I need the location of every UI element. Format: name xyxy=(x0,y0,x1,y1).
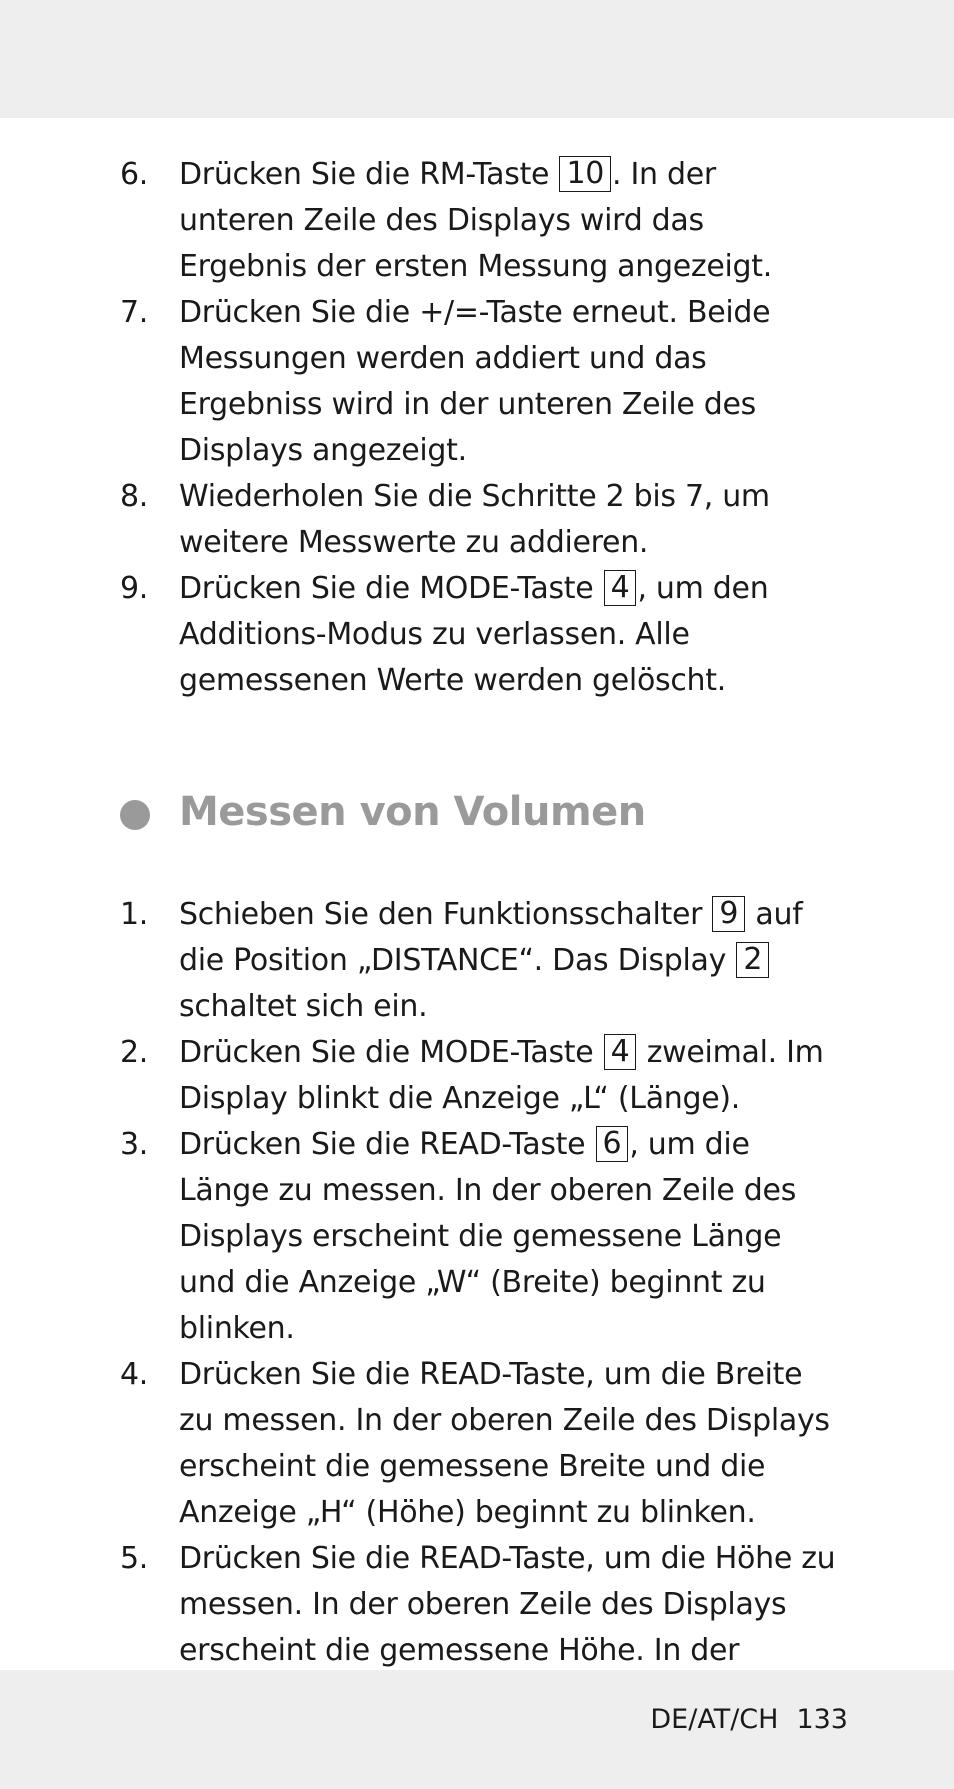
step-number: 8. xyxy=(120,479,149,514)
step-text: Wiederholen Sie die Schritte 2 bis 7, um weitere Messwerte zu addieren. xyxy=(179,479,770,560)
step-item xyxy=(120,892,840,1030)
steps-list-volume xyxy=(120,892,840,1720)
step-item xyxy=(120,566,840,704)
section-heading xyxy=(120,784,840,836)
key-reference: 4 xyxy=(604,1034,637,1070)
key-reference: 6 xyxy=(596,1126,629,1162)
step-text: . In der unteren Zeile des Displays wird das Ergebnis der ersten Messung angezeigt. xyxy=(179,157,772,284)
key-reference: 2 xyxy=(736,942,769,978)
step-text: Drücken Sie die READ-Taste, um die Höhe zu messen. In der oberen Zeile des Displays erscheint die gemessene Höhe. In der xyxy=(179,1541,836,1668)
step-number: 5. xyxy=(120,1541,149,1576)
step-text: auf die Position „DISTANCE“. Das Display xyxy=(179,897,803,978)
step-item xyxy=(120,1030,840,1122)
step-item xyxy=(120,152,840,290)
key-reference: 4 xyxy=(604,570,637,606)
step-number: 4. xyxy=(120,1357,149,1392)
page-content xyxy=(120,152,840,1720)
steps-list-addition xyxy=(120,152,840,704)
step-number: 2. xyxy=(120,1035,149,1070)
step-item xyxy=(120,290,840,474)
step-text: zweimal. Im Display blinkt die Anzeige „L“ (Länge). xyxy=(179,1035,824,1116)
step-text: , um die Länge zu messen. In der oberen Zeile des Displays erscheint die gemessene Länge und die Anzeige „W“ (Breite) beginnt zu blinken. xyxy=(179,1127,797,1346)
step-item xyxy=(120,474,840,566)
bullet-dot-icon xyxy=(120,800,150,830)
key-reference: 9 xyxy=(712,896,745,932)
step-text: Drücken Sie die RM-Taste xyxy=(179,157,559,192)
step-number: 3. xyxy=(120,1127,149,1162)
page-number: 133 xyxy=(796,1704,848,1735)
section-title: Messen von Volumen xyxy=(179,789,646,835)
footer-region: DE/AT/CH xyxy=(650,1704,779,1735)
top-margin-band xyxy=(0,0,954,118)
step-text: Drücken Sie die MODE-Taste xyxy=(179,571,603,606)
step-item xyxy=(120,1122,840,1352)
key-reference: 10 xyxy=(559,156,611,192)
step-text: Schieben Sie den Funktionsschalter xyxy=(179,897,712,932)
step-number: 6. xyxy=(120,157,149,192)
step-text: Drücken Sie die READ-Taste, um die Breite zu messen. In der oberen Zeile des Displays erscheint die gemessene Breite und die Anzeige „H“ (Höhe) beginnt zu blinken. xyxy=(179,1357,830,1530)
step-text: schaltet sich ein. xyxy=(179,989,428,1024)
step-text: Drücken Sie die +/=-Taste erneut. Beide Messungen werden addiert und das Ergebniss wird in der unteren Zeile des Displays angezeigt. xyxy=(179,295,771,468)
step-text: , um den Additions-Modus zu verlassen. Alle gemessenen Werte werden gelöscht. xyxy=(179,571,769,698)
step-number: 1. xyxy=(120,897,149,932)
step-text: Drücken Sie die MODE-Taste xyxy=(179,1035,603,1070)
page-footer xyxy=(650,1700,848,1740)
step-item xyxy=(120,1352,840,1536)
step-number: 7. xyxy=(120,295,149,330)
step-text: Drücken Sie die READ-Taste xyxy=(179,1127,595,1162)
step-number: 9. xyxy=(120,571,149,606)
